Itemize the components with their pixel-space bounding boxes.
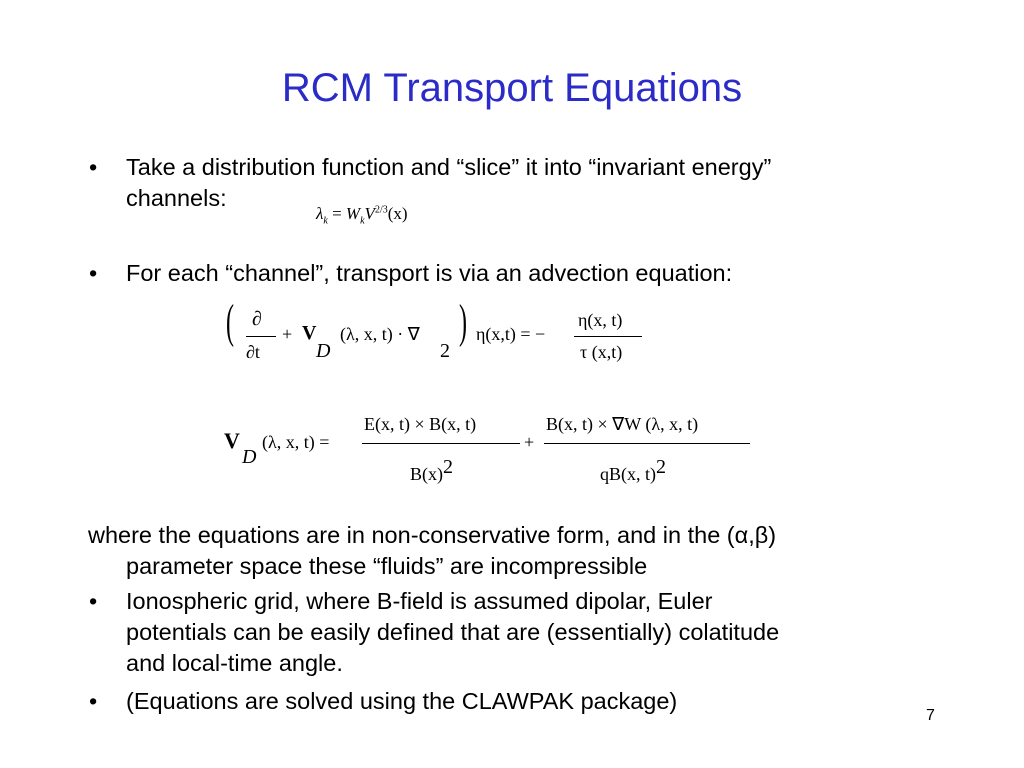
eq-symbol: W bbox=[345, 204, 361, 223]
eq-denominator-1: $B(x)^2$ bbox=[410, 456, 453, 484]
bullet-text bbox=[126, 152, 946, 214]
bullet-marker: • bbox=[89, 688, 98, 714]
eq-arg: (x) bbox=[387, 204, 408, 223]
eq-sub: k bbox=[360, 215, 365, 227]
bullet-line: potentials can be easily defined that are (essentially) colatitude bbox=[126, 619, 780, 645]
fraction-line bbox=[574, 336, 642, 337]
eq-v: V bbox=[224, 428, 240, 453]
paragraph-continuation: parameter space these “fluids” are incompressible bbox=[126, 553, 648, 579]
equation-lambda-k bbox=[316, 204, 408, 226]
slide-title: RCM Transport Equations bbox=[281, 66, 743, 110]
page-number: 7 bbox=[926, 707, 935, 724]
eq-v: V bbox=[302, 322, 317, 344]
bullet-marker: • bbox=[89, 260, 98, 286]
eq-sub2: 2 bbox=[440, 340, 450, 362]
eq-symbol: λ bbox=[316, 204, 324, 223]
bullet-marker: • bbox=[89, 588, 98, 614]
eq-numerator: η(x, t) bbox=[578, 310, 623, 330]
bullet-line: (Equations are solved using the CLAWPAK package) bbox=[126, 688, 678, 714]
bullet-marker: • bbox=[89, 154, 98, 180]
bullet-text bbox=[126, 586, 946, 679]
eq-plus: + bbox=[524, 432, 535, 452]
fraction-line bbox=[544, 443, 750, 444]
bullet-text bbox=[126, 258, 946, 289]
eq-numerator-2: B(x, t) × ∇W (λ, x, t) bbox=[546, 414, 699, 434]
eq-partial: ∂ bbox=[252, 308, 262, 330]
bullet-line: Ionospheric grid, where B-field is assumed dipolar, Euler bbox=[126, 588, 713, 614]
eq-denominator: τ (x,t) bbox=[580, 342, 623, 362]
eq-partial-t: ∂t bbox=[246, 342, 260, 362]
bullet-line: and local-time angle. bbox=[126, 650, 343, 676]
right-paren: ) bbox=[458, 295, 467, 348]
paragraph-text: where the equations are in non-conservative form, and in the (α,β) bbox=[88, 522, 777, 548]
eq-numerator-1: E(x, t) × B(x, t) bbox=[364, 414, 477, 434]
bullet-line: Take a distribution function and “slice” it into “invariant energy” bbox=[126, 154, 772, 180]
bullet-line: For each “channel”, transport is via an advection equation: bbox=[126, 260, 733, 286]
eq-equals: = bbox=[332, 204, 342, 223]
eq-sub: k bbox=[323, 215, 328, 227]
eq-symbol: V bbox=[364, 204, 375, 223]
eq-plus: + bbox=[282, 324, 293, 344]
eq-v-sub: D bbox=[242, 446, 257, 468]
fraction-line bbox=[362, 443, 520, 444]
fraction-line bbox=[246, 336, 276, 337]
left-paren: ( bbox=[225, 295, 234, 348]
eq-args: (λ, x, t) · ∇ bbox=[340, 324, 420, 344]
eq-sup: 2/3 bbox=[374, 204, 388, 216]
eq-eta: η(x,t) = − bbox=[476, 324, 546, 344]
eq-args: (λ, x, t) = bbox=[262, 432, 330, 452]
bullet-line: channels: bbox=[126, 185, 227, 211]
eq-v-sub: D bbox=[316, 340, 331, 362]
bullet-text bbox=[126, 686, 946, 717]
eq-denominator-2: qB(x, t)$^2$ bbox=[600, 456, 666, 484]
